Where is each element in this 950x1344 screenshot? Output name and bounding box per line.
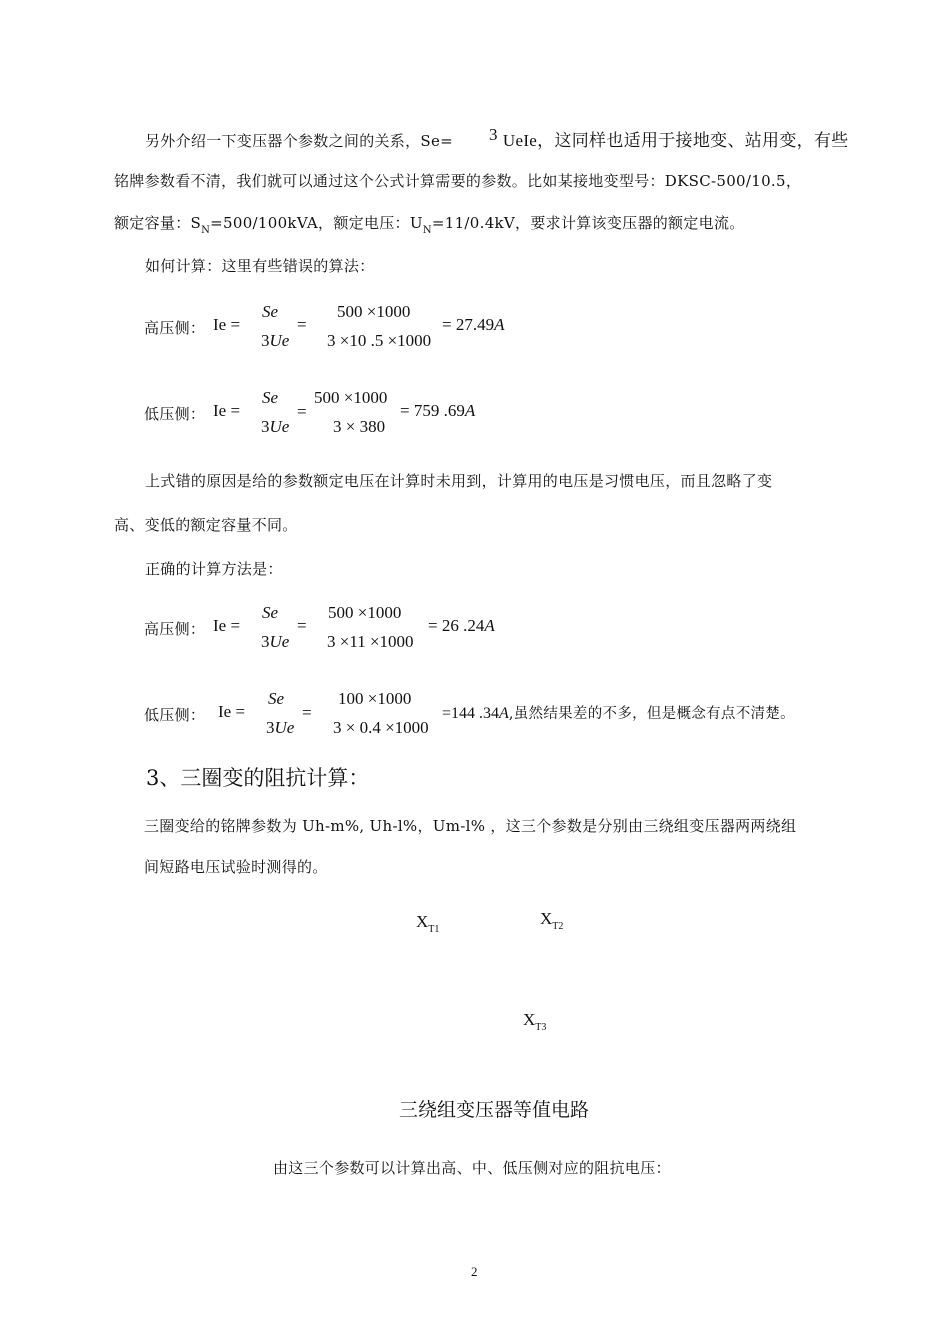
formula-wrong-low-ue: 3Ue — [261, 417, 290, 436]
para5: 由这三个参数可以计算出高、中、低压侧对应的阻抗电压： — [273, 1159, 671, 1177]
formula-wrong-high-result: = 27.49A — [442, 315, 505, 334]
para4: 正确的计算方法是： — [145, 560, 283, 578]
formula-wrong-high-ie: Ie = — [213, 315, 241, 334]
formula-right-low-se: Se — [268, 689, 285, 708]
formula-wrong-low-se: Se — [262, 388, 279, 407]
para1-line1-a: 另外介绍一下变压器个参数之间的关系，Se= — [145, 132, 454, 150]
formula-wrong-low-result: = 759 .69A — [400, 401, 476, 420]
para1-line3 — [114, 212, 745, 236]
para1-line1-b: UeIe，这同样也适用于接地变、站用变，有些 — [502, 131, 849, 150]
formula-right-high-label: 高压侧： — [144, 620, 206, 638]
formula-right-low-label: 低压侧： — [144, 706, 206, 724]
formula-wrong-high-se: Se — [262, 302, 279, 321]
para1-line2: 铭牌参数看不清，我们就可以通过这个公式计算需要的参数。比如某接地变型号：DKSC-500/10.5， — [114, 172, 802, 190]
formula-wrong-low-den: 3 × 380 — [333, 417, 386, 436]
formula-wrong-low-eq: = — [297, 402, 307, 421]
formula-right-high-ue: 3Ue — [261, 632, 290, 651]
diagram-caption: 三绕组变压器等值电路 — [399, 1099, 590, 1121]
section3-para-line1: 三圈变给的铭牌参数为 Uh-m%, Uh-l%，Um-l% ，这三个参数是分别由三绕组变压器两两绕组 — [144, 817, 797, 835]
formula-right-low-result: =144 .34A,虽然结果差的不多，但是概念有点不清楚。 — [442, 705, 795, 722]
section3-heading: 3、三圈变的阻抗计算： — [146, 766, 370, 790]
formula-wrong-high-eq: = — [297, 315, 307, 334]
sqrt3-coefficient: 3 — [489, 125, 498, 144]
rated-capacity-label: 额定容量：S — [114, 214, 202, 232]
formula-right-high-ie: Ie = — [213, 616, 241, 635]
formula-wrong-low-ie: Ie = — [213, 401, 241, 420]
formula-wrong-low-num: 500 ×1000 — [314, 388, 388, 407]
xt1-label: $X_{T1}$ — [416, 912, 440, 935]
formula-right-high-num: 500 ×1000 — [328, 603, 402, 622]
section3-para-line2: 间短路电压试验时测得的。 — [144, 858, 328, 876]
page-number: 2 — [471, 1264, 478, 1279]
para1-line1 — [145, 126, 849, 151]
formula-right-high-den: 3 ×11 ×1000 — [327, 632, 414, 651]
xt2-label: $X_{T2}$ — [540, 909, 564, 932]
formula-right-low-num: 100 ×1000 — [338, 689, 412, 708]
formula-right-high-se: Se — [262, 603, 279, 622]
subscript-n: N — [422, 225, 432, 236]
formula-right-high-result: = 26 .24A — [428, 616, 495, 635]
rated-voltage-tail: =11/0.4kV，要求计算该变压器的额定电流。 — [431, 214, 745, 232]
xt3-label: $X_{T3}$ — [523, 1010, 547, 1033]
formula-right-low-ie: Ie = — [218, 702, 246, 721]
formula-wrong-high-label: 高压侧： — [144, 319, 206, 337]
subscript-n: N — [201, 225, 211, 236]
formula-wrong-low-label: 低压侧： — [144, 405, 206, 423]
formula-right-high-eq: = — [297, 616, 307, 635]
formula-right-low-ue: 3Ue — [266, 718, 295, 737]
formula-right-low-den: 3 × 0.4 ×1000 — [333, 718, 429, 737]
formula-wrong-high-den: 3 ×10 .5 ×1000 — [327, 331, 432, 350]
formula-wrong-high-ue: 3Ue — [261, 331, 290, 350]
para3-line2: 高、变低的额定容量不同。 — [114, 516, 298, 534]
para3-line1: 上式错的原因是给的参数额定电压在计算时未用到，计算用的电压是习惯电压，而且忽略了变 — [145, 472, 773, 490]
para2: 如何计算：这里有些错误的算法： — [145, 257, 375, 275]
rated-voltage-label: =500/100kVA，额定电压：U — [210, 214, 423, 232]
formula-wrong-high-num: 500 ×1000 — [337, 302, 411, 321]
formula-right-low-eq: = — [302, 703, 312, 722]
